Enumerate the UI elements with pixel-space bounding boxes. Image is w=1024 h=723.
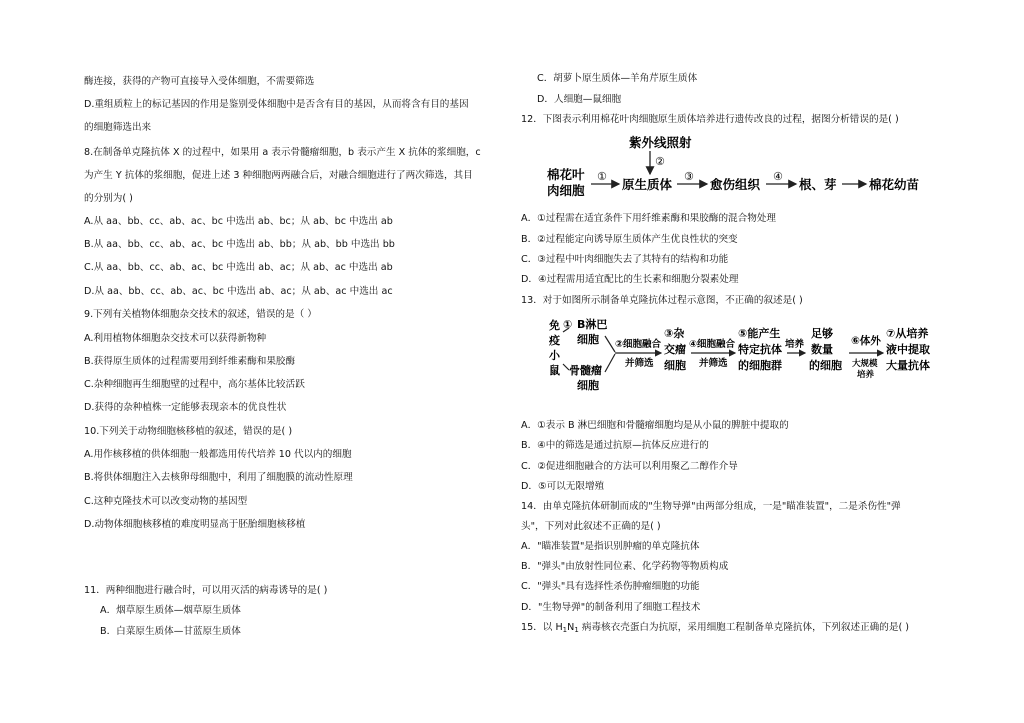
antibody-process-svg xyxy=(549,314,949,414)
q15-mid: N xyxy=(567,622,575,633)
start-node-line1: 棉花叶 xyxy=(547,167,585,182)
fusion-1-label: ②细胞融合 xyxy=(615,339,662,350)
myeloma-line1: 骨髓瘤 xyxy=(569,364,602,377)
step-2-label: ② xyxy=(655,155,665,168)
q15-pre: 15．以 H xyxy=(521,622,563,633)
cotton-process-diagram xyxy=(547,132,927,204)
step-1-label: ① xyxy=(597,170,607,183)
option-d: D．⑤可以无限增殖 xyxy=(521,481,605,492)
question-8-stem: 的分别为( ) xyxy=(84,193,133,204)
q15-post: 病毒核衣壳蛋白为抗原，采用细胞工程制备单克隆抗体，下列叙述正确的是( ) xyxy=(578,622,909,633)
option-b: B.从 aa、bb、cc、ab、ac、bc 中选出 ab、bb；从 ab、bb 中选出 bb xyxy=(84,239,395,250)
fusion-2-sub: 并筛选 xyxy=(699,358,728,369)
option-a: A.用作核移植的供体细胞一般都选用传代培养 10 代以内的细胞 xyxy=(84,449,352,460)
enough-cells-line1: 足够 xyxy=(811,327,833,340)
extract-line3: 大量抗体 xyxy=(886,359,930,372)
option-b: B．④中的筛选是通过抗原—抗体反应进行的 xyxy=(521,440,709,451)
antibody-cells-line2: 特定抗体 xyxy=(738,343,782,356)
in-vitro-label: ⑥体外 xyxy=(851,335,881,347)
root-bud-node: 根、芽 xyxy=(799,177,837,192)
merge-lines xyxy=(605,336,615,372)
enough-cells-line3: 的细胞 xyxy=(809,359,842,372)
option-d: D.获得的杂种植株一定能够表现亲本的优良性状 xyxy=(84,402,287,413)
start-node-line2: 肉细胞 xyxy=(547,183,585,198)
text-line: 的细胞筛选出来 xyxy=(84,122,152,133)
question-8-stem: 8.在制备单克隆抗体 X 的过程中，如果用 a 表示骨髓瘤细胞，b 表示产生 X 抗体的浆细胞，c xyxy=(84,147,481,158)
question-14-stem: 头"，下列对此叙述不正确的是( ) xyxy=(521,521,661,532)
extract-line1: ⑦从培养 xyxy=(886,327,929,340)
option-d: D．④过程需用适宜配比的生长素和细胞分裂素处理 xyxy=(521,274,739,285)
antibody-cells-line3: 的细胞群 xyxy=(738,359,782,372)
mouse-char: 免 xyxy=(549,319,560,332)
text-line: 酶连接，获得的产物可直接导入受体细胞，不需要筛选 xyxy=(84,76,315,87)
option-d: D．"生物导弹"的制备利用了细胞工程技术 xyxy=(521,602,701,613)
question-8-stem: 为产生 Y 抗体的浆细胞，促进上述 3 种细胞两两融合后，对融合细胞进行了两次筛选，其目 xyxy=(84,170,473,181)
large-scale-line1: 大规模 xyxy=(852,359,878,369)
large-scale-line2: 培养 xyxy=(857,370,875,380)
q15-sub1: 1 xyxy=(562,626,568,634)
option-a: A.利用植物体细胞杂交技术可以获得新物种 xyxy=(84,333,267,344)
option-c: C．②促进细胞融合的方法可以利用聚乙二醇作介导 xyxy=(521,461,738,472)
question-14-stem: 14．由单克隆抗体研制而成的"生物导弹"由两部分组成，一是"瞄准装置"，二是杀伤性"弹 xyxy=(521,501,901,512)
option-a: A．烟草原生质体—烟草原生质体 xyxy=(100,605,241,616)
option-b: B．"弹头"由放射性同位素、化学药物等物质构成 xyxy=(521,561,729,572)
b-cell-num: ① xyxy=(563,318,573,331)
protoplast-node: 原生质体 xyxy=(622,177,673,192)
option-c: C.这种克隆技术可以改变动物的基因型 xyxy=(84,496,248,507)
option-a: A．①表示 B 淋巴细胞和骨髓瘤细胞均是从小鼠的脾脏中提取的 xyxy=(521,420,789,431)
text-line: D.重组质粒上的标记基因的作用是鉴别受体细胞中是否含有目的基因，从而将含有目的基因 xyxy=(84,99,469,110)
question-9-stem: 9.下列有关植物体细胞杂交技术的叙述，错误的是（ ） xyxy=(84,309,317,320)
fusion-2-label: ④细胞融合 xyxy=(689,339,736,350)
antibody-process-diagram xyxy=(549,314,949,414)
question-15-stem xyxy=(521,622,909,634)
uv-label: 紫外线照射 xyxy=(629,135,692,150)
option-c: C．③过程中叶肉细胞失去了其特有的结构和功能 xyxy=(521,254,729,265)
option-c: C.杂种细胞再生细胞壁的过程中，高尔基体比较活跃 xyxy=(84,379,305,390)
option-b: B.获得原生质体的过程需要用到纤维素酶和果胶酶 xyxy=(84,356,296,367)
myeloma-line2: 细胞 xyxy=(577,379,599,392)
fusion-1-sub: 并筛选 xyxy=(625,358,654,369)
callus-node: 愈伤组织 xyxy=(710,177,761,192)
mouse-char: 小 xyxy=(549,349,560,362)
step-4-label: ④ xyxy=(773,170,783,183)
hybridoma-line1: ③杂 xyxy=(664,327,685,340)
hybridoma-line2: 交瘤 xyxy=(664,343,686,356)
option-a: A.从 aa、bb、cc、ab、ac、bc 中选出 ab、bc；从 ab、bc 中选出 ab xyxy=(84,216,393,227)
b-cell-line2: 细胞 xyxy=(577,333,599,346)
option-a: A．"瞄准装置"是指识别肿瘤的单克隆抗体 xyxy=(521,541,700,552)
culture-label: 培养 xyxy=(785,339,805,350)
option-c: C.从 aa、bb、cc、ab、ac、bc 中选出 ab、ac；从 ab、ac 中选出 ab xyxy=(84,262,393,273)
q15-sub2: 1 xyxy=(574,626,579,634)
option-b: B.将供体细胞注入去核卵母细胞中，利用了细胞膜的流动性原理 xyxy=(84,472,353,483)
mouse-char: 疫 xyxy=(549,334,560,347)
question-12-stem: 12．下图表示利用棉花叶肉细胞原生质体培养进行遗传改良的过程，据图分析错误的是( ) xyxy=(521,114,899,125)
enough-cells-line2: 数量 xyxy=(811,343,833,356)
question-13-stem: 13．对于如图所示制备单克隆抗体过程示意图，不正确的叙述是( ) xyxy=(521,295,803,306)
option-c: C．"弹头"具有选择性杀伤肿瘤细胞的功能 xyxy=(521,581,700,592)
step-3-label: ③ xyxy=(684,170,694,183)
option-d: D．人细胞—鼠细胞 xyxy=(537,94,622,105)
option-d: D.从 aa、bb、cc、ab、ac、bc 中选出 ab、ac；从 ab、ac 中选出 ac xyxy=(84,286,393,297)
question-10-stem: 10.下列关于动物细胞核移植的叙述，错误的是( ) xyxy=(84,426,293,437)
question-11-stem: 11．两种细胞进行融合时，可以用灭活的病毒诱导的是( ) xyxy=(84,585,328,596)
extract-line2: 液中提取 xyxy=(886,343,930,356)
seedling-node: 棉花幼苗 xyxy=(869,177,920,192)
option-c: C．胡萝卜原生质体—羊角芹原生质体 xyxy=(537,73,698,84)
mouse-char: 鼠 xyxy=(549,364,560,377)
option-b: B．白菜原生质体—甘蓝原生质体 xyxy=(100,626,241,637)
antibody-cells-line1: ⑤能产生 xyxy=(738,327,781,340)
option-a: A．①过程需在适宜条件下用纤维素酶和果胶酶的混合物处理 xyxy=(521,213,777,224)
cotton-process-svg xyxy=(547,132,927,204)
option-d: D.动物体细胞核移植的难度明显高于胚胎细胞核移植 xyxy=(84,519,306,530)
hybridoma-line3: 细胞 xyxy=(664,359,686,372)
b-cell-line1: B淋巴 xyxy=(577,318,608,331)
option-b: B．②过程能定向诱导原生质体产生优良性状的突变 xyxy=(521,234,738,245)
